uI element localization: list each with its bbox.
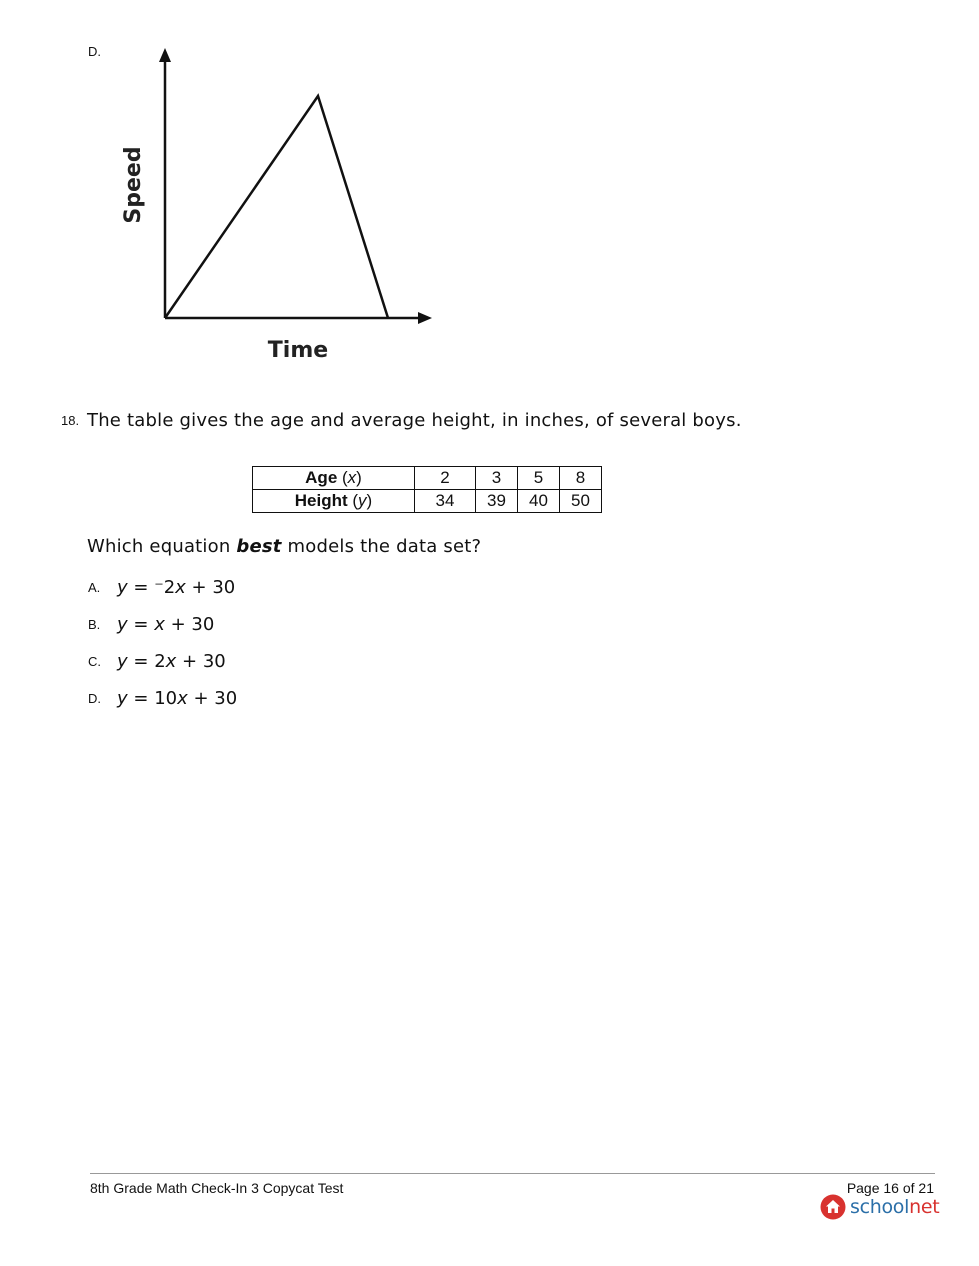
- speed-time-graph: [110, 40, 440, 370]
- table-row-age: [253, 467, 602, 490]
- option-letter-d[interactable]: D.: [88, 691, 101, 706]
- table-cell: 50: [560, 490, 602, 513]
- option-letter-a[interactable]: A.: [88, 580, 101, 595]
- footer-test-title: 8th Grade Math Check-In 3 Copycat Test: [90, 1180, 344, 1196]
- table-cell: 39: [476, 490, 518, 513]
- question-number: 18.: [61, 413, 80, 428]
- x-axis-arrow: [418, 312, 432, 324]
- row-header-height: Height (y): [253, 490, 415, 513]
- table-cell: 3: [476, 467, 518, 490]
- question-stem: The table gives the age and average height, in inches, of several boys.: [87, 410, 742, 431]
- footer-page-number: Page 16 of 21: [846, 1180, 934, 1196]
- house-icon: [820, 1194, 846, 1220]
- table-row-height: [253, 490, 602, 513]
- y-axis-label: Speed: [121, 146, 146, 224]
- option-b[interactable]: y = x + 30: [117, 614, 215, 635]
- table-cell: 2: [415, 467, 476, 490]
- option-d[interactable]: y = 10x + 30: [117, 688, 238, 709]
- question-prompt: Which equation best models the data set?: [87, 536, 482, 557]
- speed-line: [165, 96, 388, 318]
- option-letter-b[interactable]: B.: [88, 617, 101, 632]
- option-a[interactable]: y = ⁻2x + 30: [117, 577, 236, 598]
- logo-wordmark: schoolnet: [850, 1196, 940, 1218]
- table-cell: 5: [518, 467, 560, 490]
- table-cell: 8: [560, 467, 602, 490]
- option-letter-c[interactable]: C.: [88, 654, 101, 669]
- schoolnet-logo: [820, 1194, 939, 1220]
- age-height-table: [252, 466, 602, 513]
- row-header-age: Age (x): [253, 467, 415, 490]
- choice-letter-d-prev: D.: [88, 44, 101, 59]
- y-axis-arrow: [159, 48, 171, 62]
- table-cell: 40: [518, 490, 560, 513]
- option-c[interactable]: y = 2x + 30: [117, 651, 226, 672]
- x-axis-label: Time: [267, 338, 329, 363]
- footer-divider: [90, 1173, 935, 1174]
- table-cell: 34: [415, 490, 476, 513]
